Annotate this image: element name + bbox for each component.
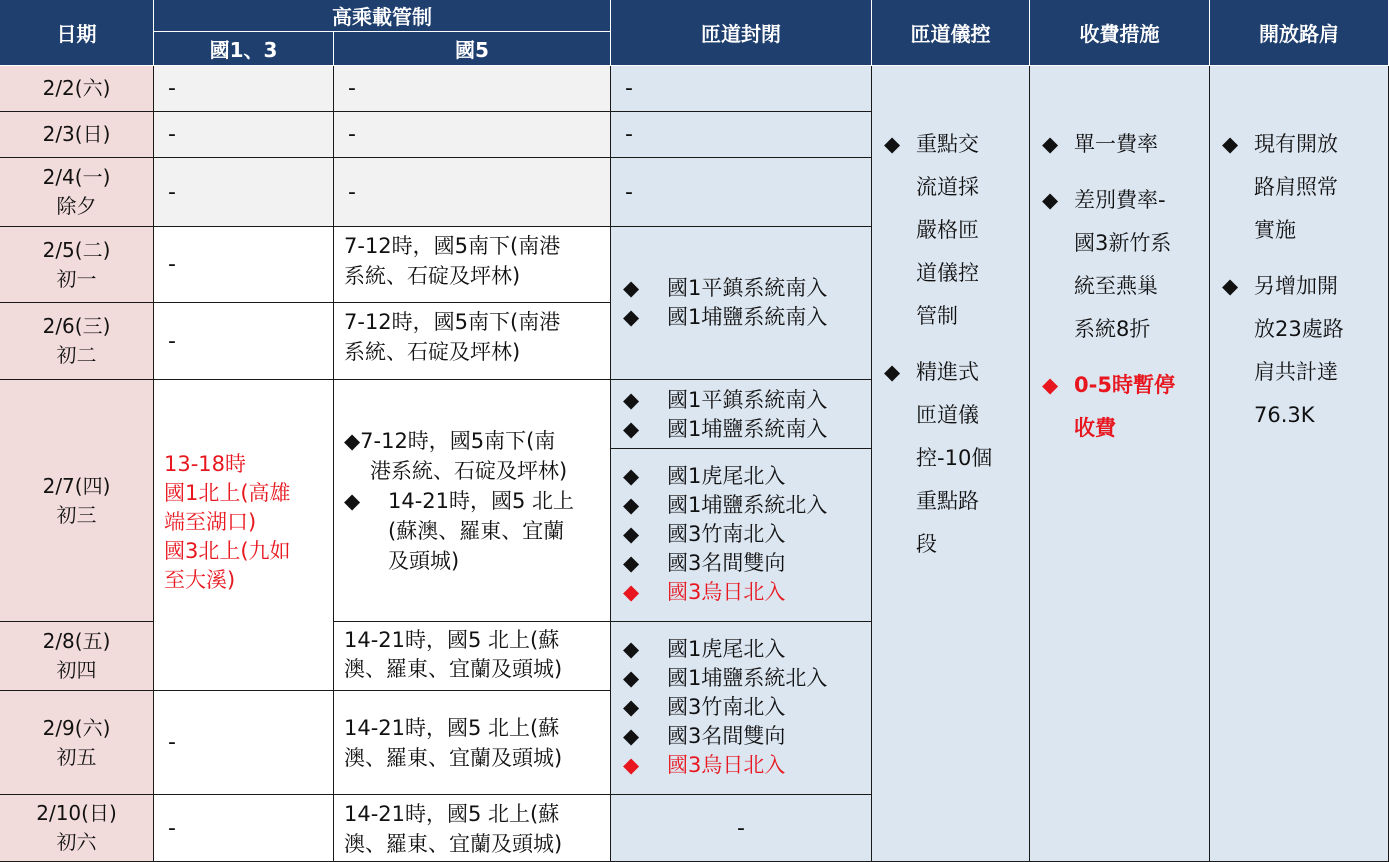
list-item — [611, 491, 871, 520]
date-sublabel: 初一 — [56, 266, 97, 291]
toll-line: 差別費率- — [1074, 188, 1166, 212]
list-item — [611, 722, 871, 751]
hov13-line: 至大溪) — [164, 568, 236, 592]
ramp-meter-line: 重點路 — [916, 489, 979, 513]
hov5-line: 14-21時，國5 北上 — [388, 489, 575, 513]
hov5-cell — [334, 303, 611, 380]
diamond-bullet-icon: ◆ — [623, 522, 640, 546]
hov5-line: 系統、石碇及坪林) — [344, 264, 521, 288]
ramp-close-list — [611, 462, 871, 607]
list-item — [611, 462, 871, 491]
hov5-cell — [334, 227, 611, 303]
hov5-line: 14-21時，國5 北上(蘇 — [344, 716, 560, 740]
hov5-cell — [334, 691, 611, 795]
ramp-name: 國3名間雙向 — [667, 724, 786, 748]
ramp-meter-line: 重點交 — [916, 132, 979, 156]
ramp-name: 國1埔鹽系統北入 — [667, 493, 828, 517]
shoulder-item — [1210, 123, 1388, 252]
header-shoulder-label: 開放路肩 — [1259, 22, 1339, 46]
date-label: 2/10(日) — [36, 801, 117, 825]
diamond-bullet-icon: ◆ — [1042, 132, 1059, 156]
diamond-bullet-icon: ◆ — [884, 360, 901, 384]
ramp-name: 國1虎尾北入 — [667, 637, 786, 661]
diamond-bullet-icon: ◆ — [884, 132, 901, 156]
date-cell — [0, 691, 154, 795]
header-hov-route13-label: 國1、3 — [209, 38, 278, 62]
hov5-line: 7-12時，國5南下(南港 — [344, 234, 561, 258]
date-label: 2/7(四) — [42, 473, 111, 498]
date-sublabel: 初二 — [56, 343, 97, 367]
toll-item — [1030, 123, 1209, 166]
dash-text: - — [348, 76, 356, 101]
hov5-line: 澳、羅東、宜蘭及頭城) — [344, 832, 563, 856]
ramp-name: 國1平鎮系統南入 — [667, 276, 828, 300]
diamond-bullet-icon: ◆ — [623, 417, 640, 441]
list-item — [611, 751, 871, 780]
shoulder-cell — [1210, 66, 1389, 862]
diamond-bullet-icon: ◆ — [623, 753, 640, 777]
dash-text: - — [625, 179, 633, 205]
date-label: 2/8(五) — [42, 629, 111, 653]
header-hov — [154, 0, 611, 32]
header-ramp-metering — [872, 0, 1030, 66]
hov13-line: 國1北上(高雄 — [164, 481, 291, 505]
diamond-bullet-icon: ◆ — [1042, 188, 1059, 212]
ramp-meter-line: 流道採 — [916, 175, 979, 199]
diamond-bullet-icon: ◆ — [623, 637, 640, 661]
toll-line: 統至燕巢 — [1074, 274, 1158, 298]
diamond-bullet-icon: ◆ — [1042, 373, 1059, 397]
header-shoulder — [1210, 0, 1389, 66]
shoulder-line: 76.3K — [1254, 403, 1315, 427]
hov5-line: 7-12時，國5南下(南港 — [344, 310, 561, 334]
dash-text: - — [737, 815, 745, 841]
date-label: 2/2(六) — [42, 76, 111, 100]
shoulder-line: 實施 — [1254, 218, 1296, 242]
hov13-cell — [154, 66, 334, 112]
header-ramp-metering-label: 匝道儀控 — [910, 22, 991, 46]
ramp-meter-item — [872, 123, 1029, 338]
diamond-bullet-icon: ◆ — [623, 388, 640, 412]
hov5-line: ◆7-12時，國5南下(南 — [344, 429, 556, 453]
hov5-cell — [334, 158, 611, 227]
ramp-name: 國1平鎮系統南入 — [667, 388, 828, 412]
toll-line: 系統8折 — [1074, 317, 1151, 341]
header-ramp-closure-label: 匝道封閉 — [701, 22, 781, 46]
hov5-line: 及頭城) — [388, 549, 460, 573]
hov13-cell-feb7-8 — [154, 380, 334, 691]
hov13-cell — [154, 691, 334, 795]
date-cell — [0, 158, 154, 227]
ramp-name: 國3烏日北入 — [667, 753, 786, 777]
ramp-close-cell — [611, 795, 872, 862]
ramp-close-cell-feb5-6 — [611, 227, 872, 380]
dash-text: - — [625, 122, 633, 147]
toll-line: 0-5時暫停 — [1074, 373, 1175, 397]
hov5-line: 澳、羅東、宜蘭及頭城) — [344, 746, 563, 770]
ramp-close-cell — [611, 112, 872, 158]
ramp-meter-cell — [872, 66, 1030, 862]
diamond-bullet-icon: ◆ — [623, 551, 640, 575]
diamond-bullet-icon: ◆ — [623, 493, 640, 517]
dash-text: - — [168, 815, 176, 841]
ramp-name: 國1埔鹽系統北入 — [667, 666, 828, 690]
dash-text: - — [348, 179, 356, 205]
diamond-bullet-icon: ◆ — [623, 305, 640, 329]
list-item — [611, 635, 871, 664]
ramp-close-list — [611, 635, 871, 780]
diamond-bullet-icon: ◆ — [623, 464, 640, 488]
hov5-feb7-text — [334, 380, 610, 576]
date-sublabel: 初六 — [56, 830, 97, 854]
date-label: 2/3(日) — [42, 122, 111, 146]
ramp-meter-line: 控-10個 — [916, 446, 993, 470]
hov5-cell — [334, 795, 611, 862]
dash-text: - — [168, 730, 176, 755]
header-hov-route13 — [154, 32, 334, 66]
header-toll — [1030, 0, 1210, 66]
hov5-cell-feb7 — [334, 380, 611, 622]
header-hov-label: 高乘載管制 — [332, 5, 432, 29]
ramp-name: 國3竹南北入 — [667, 695, 786, 719]
date-cell — [0, 227, 154, 303]
list-item — [611, 693, 871, 722]
diamond-bullet-icon: ◆ — [344, 489, 361, 513]
ramp-name: 國1虎尾北入 — [667, 464, 786, 488]
date-sublabel: 除夕 — [56, 194, 97, 218]
toll-line: 單一費率 — [1074, 132, 1158, 156]
hov5-line: 港系統、石碇及坪林) — [370, 459, 568, 483]
ramp-name: 國1埔鹽系統南入 — [667, 417, 828, 441]
list-item — [611, 386, 871, 415]
date-cell — [0, 303, 154, 380]
list-item — [611, 664, 871, 693]
ramp-name: 國1埔鹽系統南入 — [667, 305, 828, 329]
list-item — [611, 274, 871, 303]
date-label: 2/6(三) — [42, 314, 111, 338]
header-ramp-closure — [611, 0, 872, 66]
ramp-close-cell — [611, 158, 872, 227]
date-cell — [0, 66, 154, 112]
date-label: 2/5(二) — [42, 237, 111, 262]
ramp-name: 國3烏日北入 — [667, 580, 786, 604]
shoulder-line: 路肩照常 — [1254, 175, 1338, 199]
ramp-close-cell — [611, 66, 872, 112]
hov5-line: 澳、羅東、宜蘭及頭城) — [344, 657, 563, 681]
shoulder-line: 放23處路 — [1254, 317, 1344, 341]
hov13-line: 國3北上(九如 — [164, 539, 291, 563]
shoulder-item — [1210, 265, 1388, 437]
ramp-close-cell-feb7-south — [611, 380, 872, 449]
hov5-line: 14-21時，國5 北上(蘇 — [344, 628, 560, 652]
list-item — [611, 578, 871, 607]
date-sublabel: 初五 — [56, 744, 97, 769]
hov13-line: 13-18時 — [164, 452, 247, 476]
list-item — [611, 303, 871, 332]
hov5-line: 系統、石碇及坪林) — [344, 340, 521, 364]
shoulder-line: 另增加開 — [1254, 274, 1338, 298]
date-sublabel: 初三 — [56, 502, 97, 527]
ramp-close-cell-feb7-north — [611, 449, 872, 622]
hov13-cell — [154, 795, 334, 862]
ramp-meter-line: 嚴格匝 — [916, 218, 979, 242]
dash-text: - — [168, 328, 176, 354]
ramp-close-list — [611, 274, 871, 332]
toll-item-suspend — [1030, 364, 1209, 450]
diamond-bullet-icon: ◆ — [623, 724, 640, 748]
ramp-meter-line: 匝道儀 — [916, 403, 979, 427]
diamond-bullet-icon: ◆ — [623, 695, 640, 719]
dash-text: - — [168, 252, 176, 277]
toll-cell — [1030, 66, 1210, 862]
ramp-meter-line: 道儀控 — [916, 261, 979, 285]
diamond-bullet-icon: ◆ — [1222, 132, 1239, 156]
header-toll-label: 收費措施 — [1079, 22, 1160, 46]
ramp-meter-item — [872, 351, 1029, 566]
header-hov-route5-label: 國5 — [455, 38, 489, 62]
date-cell — [0, 380, 154, 622]
dash-text: - — [168, 76, 176, 101]
hov13-line: 端至湖口) — [164, 510, 257, 534]
toll-line: 收費 — [1074, 416, 1116, 440]
date-label: 2/4(一) — [42, 165, 111, 189]
ramp-name: 國3名間雙向 — [667, 551, 786, 575]
header-hov-route5 — [334, 32, 611, 66]
diamond-bullet-icon: ◆ — [623, 580, 640, 604]
hov13-restriction-text — [154, 380, 333, 599]
diamond-bullet-icon: ◆ — [1222, 274, 1239, 298]
toll-item — [1030, 179, 1209, 351]
ramp-meter-line: 精進式 — [916, 360, 979, 384]
hov5-cell — [334, 112, 611, 158]
dash-text: - — [168, 122, 176, 147]
hov5-line: (蘇澳、羅東、宜蘭 — [388, 519, 565, 543]
diamond-bullet-icon: ◆ — [623, 276, 640, 300]
hov13-cell — [154, 303, 334, 380]
ramp-close-cell-feb8-9 — [611, 622, 872, 795]
ramp-meter-line: 段 — [916, 532, 937, 556]
shoulder-line: 現有開放 — [1254, 132, 1338, 156]
date-cell — [0, 795, 154, 862]
list-item — [611, 415, 871, 444]
shoulder-line: 肩共計達 — [1254, 360, 1338, 384]
header-date — [0, 0, 154, 66]
diamond-bullet-icon: ◆ — [623, 666, 640, 690]
hov5-line: 14-21時，國5 北上(蘇 — [344, 802, 560, 826]
date-label: 2/9(六) — [42, 715, 111, 740]
dash-text: - — [625, 76, 633, 101]
hov13-cell — [154, 112, 334, 158]
hov5-bullet-item — [344, 486, 610, 576]
date-sublabel: 初四 — [56, 658, 97, 682]
date-cell — [0, 112, 154, 158]
list-item — [611, 549, 871, 578]
hov5-cell — [334, 622, 611, 691]
ramp-name: 國3竹南北入 — [667, 522, 786, 546]
hov5-cell — [334, 66, 611, 112]
date-cell — [0, 622, 154, 691]
header-date-label: 日期 — [56, 22, 97, 46]
toll-line: 國3新竹系 — [1074, 231, 1172, 255]
dash-text: - — [348, 122, 356, 147]
hov13-cell — [154, 227, 334, 303]
ramp-close-list — [611, 386, 871, 444]
list-item — [611, 520, 871, 549]
hov13-cell — [154, 158, 334, 227]
dash-text: - — [168, 179, 176, 205]
ramp-meter-line: 管制 — [916, 304, 958, 328]
